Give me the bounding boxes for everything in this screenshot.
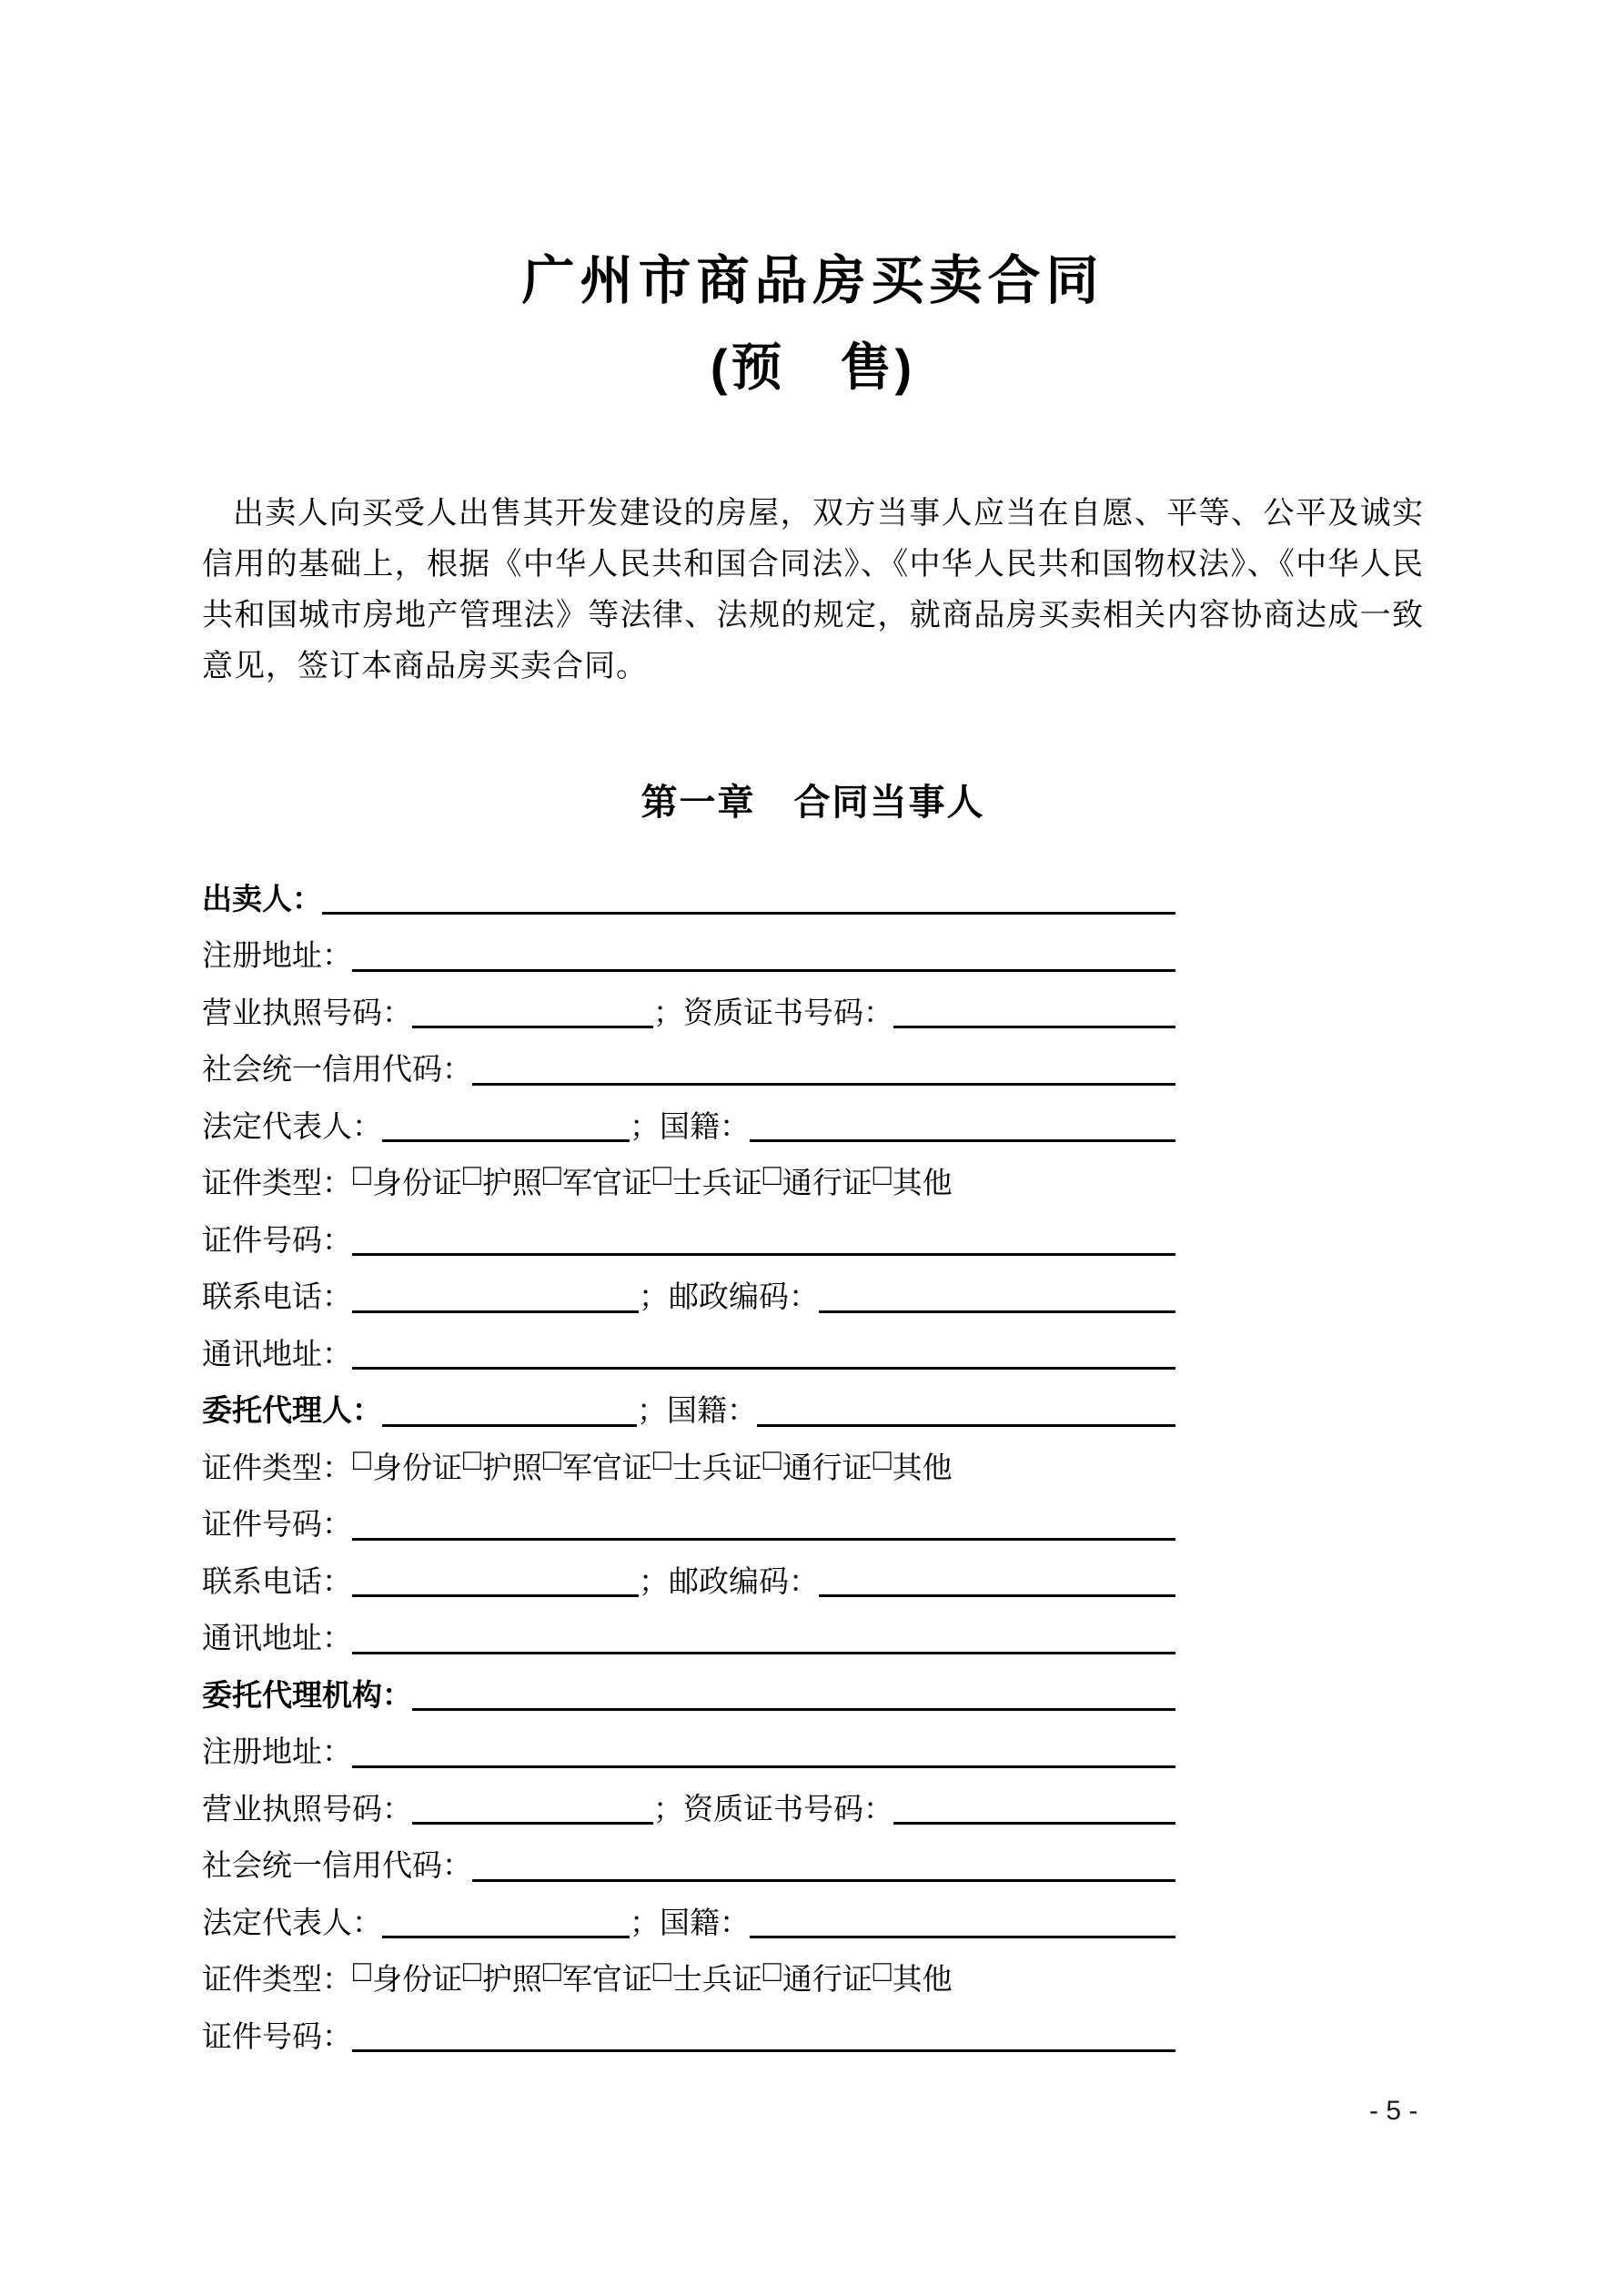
checkbox-option[interactable] (762, 1159, 873, 1202)
checkbox-icon: □ (873, 1956, 892, 1989)
blank-field[interactable] (352, 1561, 639, 1597)
form-line-agent-org (202, 1664, 1175, 1722)
blank-field[interactable] (322, 878, 1175, 915)
field-label: 法定代表人： (202, 1907, 382, 1940)
checkbox-option-label: 其他 (892, 1168, 953, 1201)
checkbox-icon: □ (762, 1159, 782, 1193)
form-line-mailing-address (202, 1323, 1175, 1381)
checkbox-icon: □ (542, 1443, 561, 1477)
checkbox-option[interactable] (873, 1444, 953, 1487)
form-line-org-id-number (202, 2006, 1175, 2063)
blank-field[interactable] (382, 1902, 630, 1938)
blank-field[interactable] (382, 1391, 637, 1427)
form-line-id-number (202, 1209, 1175, 1267)
checkbox-option[interactable] (542, 1159, 652, 1202)
blank-field[interactable] (382, 1106, 630, 1142)
blank-field[interactable] (352, 1277, 639, 1313)
blank-field[interactable] (352, 1732, 1175, 1768)
checkbox-option[interactable] (462, 1956, 542, 1998)
checkbox-icon: □ (762, 1956, 782, 1989)
checkbox-option-label: 通行证 (782, 1964, 873, 1998)
checkbox-icon: □ (462, 1956, 481, 1989)
form-line-org-credit-code (202, 1836, 1175, 1893)
blank-field[interactable] (750, 1902, 1175, 1938)
checkbox-option[interactable] (652, 1159, 762, 1202)
form-line-agent-phone-postal (202, 1551, 1175, 1608)
checkbox-icon: □ (353, 1159, 371, 1193)
field-label: ；资质证书号码： (653, 996, 893, 1030)
form-line-credit-code (202, 1039, 1175, 1097)
field-label: ；邮政编码： (639, 1281, 819, 1315)
field-label: 注册地址： (202, 1736, 352, 1770)
field-label: 证件号码： (202, 2020, 352, 2054)
form-line-org-id-type (202, 1949, 1175, 2007)
checkbox-option-label: 护照 (481, 1964, 542, 1998)
blank-field[interactable] (819, 1561, 1175, 1597)
document-title: 广州市商品房买卖合同 (521, 251, 1105, 310)
page-number: - 5 - (1369, 2096, 1418, 2126)
field-label: 证件号码： (202, 1224, 352, 1258)
checkbox-icon: □ (652, 1159, 671, 1193)
checkbox-icon: □ (873, 1159, 892, 1193)
field-label: 营业执照号码： (202, 1793, 412, 1826)
form-line-phone-postal (202, 1267, 1175, 1324)
blank-field[interactable] (893, 1788, 1175, 1825)
field-label: ；邮政编码： (639, 1565, 819, 1599)
blank-field[interactable] (819, 1277, 1175, 1313)
checkbox-icon: □ (542, 1159, 561, 1193)
checkbox-option-label: 护照 (481, 1168, 542, 1201)
checkbox-option[interactable] (352, 1444, 462, 1487)
checkbox-icon: □ (542, 1956, 561, 1989)
form-line-agent-id-number (202, 1494, 1175, 1552)
form-line-agent-id-type (202, 1437, 1175, 1494)
form-line-agent (202, 1381, 1175, 1438)
checkbox-option-label: 其他 (892, 1451, 953, 1485)
checkbox-icon: □ (652, 1956, 671, 1989)
field-label: 证件类型： (202, 1168, 352, 1201)
checkbox-option-label: 身份证 (371, 1451, 462, 1485)
checkbox-option[interactable] (873, 1956, 953, 1998)
field-label: 证件类型： (202, 1964, 352, 1998)
document-subtitle: (预 售) (710, 339, 916, 396)
field-label: 注册地址： (202, 940, 352, 974)
checkbox-icon: □ (462, 1159, 481, 1193)
checkbox-option-label: 其他 (892, 1964, 953, 1998)
checkbox-option[interactable] (762, 1444, 873, 1487)
blank-field[interactable] (412, 1674, 1175, 1711)
field-label: ；资质证书号码： (653, 1793, 893, 1826)
field-label: 联系电话： (202, 1281, 352, 1315)
checkbox-option-label: 身份证 (371, 1168, 462, 1201)
form-line-id-type (202, 1153, 1175, 1210)
checkbox-option[interactable] (352, 1956, 462, 1998)
blank-field[interactable] (472, 1049, 1175, 1086)
blank-field[interactable] (757, 1391, 1175, 1427)
chapter-heading: 第一章 合同当事人 (641, 783, 985, 823)
field-label: 证件类型： (202, 1451, 352, 1485)
blank-field[interactable] (352, 1504, 1175, 1541)
checkbox-option-label: 士兵证 (671, 1964, 762, 1998)
field-label: ；国籍： (630, 1110, 750, 1144)
form-line-org-legal-rep (202, 1892, 1175, 1949)
checkbox-option-label: 军官证 (561, 1451, 652, 1485)
field-label: 联系电话： (202, 1565, 352, 1599)
field-label: 法定代表人： (202, 1110, 382, 1144)
checkbox-option[interactable] (462, 1159, 542, 1202)
checkbox-option-label: 身份证 (371, 1964, 462, 1998)
field-label: 出卖人： (202, 883, 322, 916)
checkbox-option[interactable] (762, 1956, 873, 1998)
form-line-agent-mailing-address (202, 1608, 1175, 1665)
checkbox-option[interactable] (652, 1956, 762, 1998)
checkbox-icon: □ (353, 1443, 371, 1477)
blank-field[interactable] (412, 1788, 653, 1825)
checkbox-option[interactable] (652, 1444, 762, 1487)
blank-field[interactable] (472, 1846, 1175, 1882)
field-label: ；国籍： (637, 1395, 757, 1429)
field-label: 委托代理人： (202, 1395, 382, 1429)
form-line-seller (202, 868, 1175, 925)
checkbox-option[interactable] (542, 1444, 652, 1487)
form-line-registered-address (202, 925, 1175, 983)
field-label: 营业执照号码： (202, 996, 412, 1030)
preamble-paragraph: 出卖人向买受人出售其开发建设的房屋，双方当事人应当在自愿、平等、公平及诚实信用的基础上，根据《中华人民共和国合同法》、《中华人民共和国物权法》、《中华人民共和国城市房地产管理法》等法律、法规的规定，就商品房买卖相关内容协商达成一致意见，签订本商品房买卖合同。 (202, 497, 1424, 683)
checkbox-option[interactable] (542, 1956, 652, 1998)
checkbox-icon: □ (762, 1443, 782, 1477)
checkbox-icon: □ (353, 1956, 371, 1989)
field-label: 社会统一信用代码： (202, 1054, 472, 1087)
form-line-legal-rep (202, 1096, 1175, 1153)
checkbox-option-label: 军官证 (561, 1168, 652, 1201)
blank-field[interactable] (352, 1333, 1175, 1370)
field-label: 委托代理机构： (202, 1679, 412, 1713)
checkbox-icon: □ (652, 1443, 671, 1477)
form-line-org-business-license (202, 1778, 1175, 1836)
checkbox-option-label: 士兵证 (671, 1451, 762, 1485)
field-label: ；国籍： (630, 1907, 750, 1940)
checkbox-icon: □ (462, 1443, 481, 1477)
page-content (202, 253, 1424, 2063)
blank-field[interactable] (352, 1618, 1175, 1654)
checkbox-option-label: 通行证 (782, 1168, 873, 1201)
checkbox-option[interactable] (352, 1159, 462, 1202)
checkbox-option-label: 护照 (481, 1451, 542, 1485)
blank-field[interactable] (412, 992, 653, 1028)
form-line-org-registered-address (202, 1722, 1175, 1779)
field-label: 证件号码： (202, 1509, 352, 1542)
contract-form (202, 868, 1175, 2063)
checkbox-option-label: 通行证 (782, 1451, 873, 1485)
field-label: 社会统一信用代码： (202, 1850, 472, 1884)
form-line-business-license (202, 982, 1175, 1039)
checkbox-option-label: 士兵证 (671, 1168, 762, 1201)
blank-field[interactable] (352, 936, 1175, 972)
checkbox-icon: □ (873, 1443, 892, 1477)
field-label: 通讯地址： (202, 1623, 352, 1656)
checkbox-option[interactable] (462, 1444, 542, 1487)
field-label: 通讯地址： (202, 1338, 352, 1371)
blank-field[interactable] (352, 2016, 1175, 2052)
checkbox-option-label: 军官证 (561, 1964, 652, 1998)
checkbox-option[interactable] (873, 1159, 953, 1202)
blank-field[interactable] (750, 1106, 1175, 1142)
blank-field[interactable] (893, 992, 1175, 1028)
blank-field[interactable] (352, 1219, 1175, 1256)
